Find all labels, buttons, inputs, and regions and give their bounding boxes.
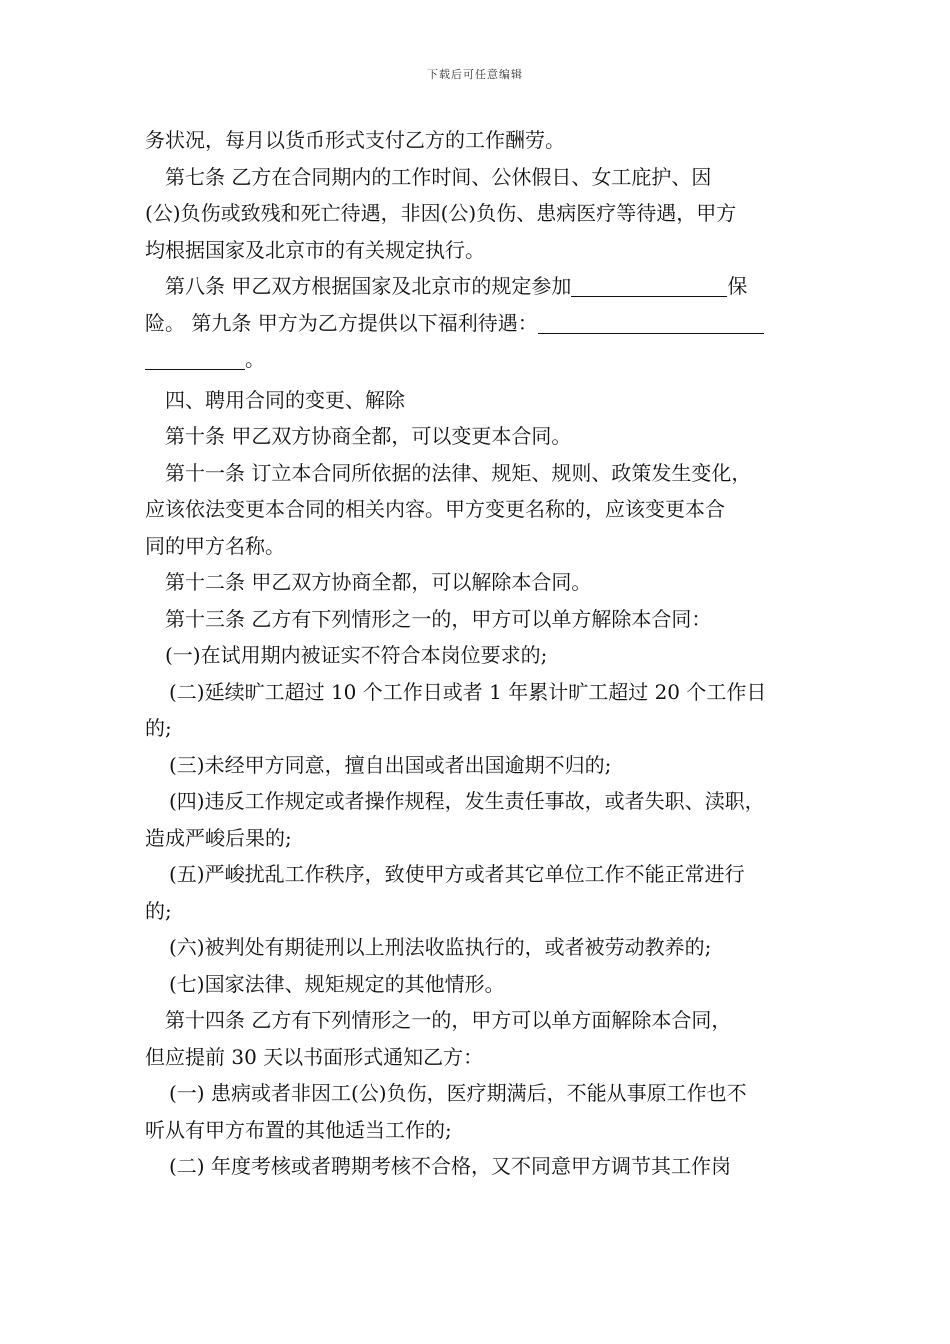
paragraph-line: (公)负伤或致残和死亡待遇，非因(公)负伤、患病医疗等待遇，甲方 <box>145 201 737 225</box>
paragraph-line: 均根据国家及北京市的有关规定执行。 <box>145 237 485 262</box>
paragraph-line: 的; <box>145 716 172 740</box>
article-8-suffix: 保 <box>727 274 748 298</box>
article-8-line <box>145 268 810 305</box>
paragraph-line: 应该依法变更本合同的相关内容。甲方变更名称的，应该变更本合 <box>145 497 725 521</box>
list-item: (六)被判处有期徒刑以上刑法收监执行的，或者被劳动教养的; <box>169 935 712 959</box>
period-mark: 。 <box>245 347 265 371</box>
list-item: (五)严峻扰乱工作秩序，致使甲方或者其它单位工作不能正常进行 <box>169 862 745 886</box>
list-item: (二)延续旷工超过 10 个工作日或者 1 年累计旷工超过 20 个工作日 <box>169 679 767 704</box>
list-item: (三)未经甲方同意，擅自出国或者出国逾期不归的; <box>169 752 612 777</box>
list-item: (四)违反工作规定或者操作规程，发生责任事故，或者失职、渎职， <box>169 789 765 813</box>
article-11-line: 第十一条 订立本合同所依据的法律、规矩、规则、政策发生变化， <box>165 460 752 485</box>
article-9-text: 险。 第九条 甲方为乙方提供以下福利待遇： <box>145 310 538 335</box>
article-13-line: 第十三条 乙方有下列情形之一的，甲方可以单方解除本合同： <box>165 606 712 631</box>
article-9-line <box>145 305 810 342</box>
paragraph-line: 听从有甲方布置的其他适当工作的; <box>145 1117 452 1142</box>
list-item: (二) 年度考核或者聘期考核不合格，又不同意甲方调节其工作岗 <box>169 1154 731 1178</box>
article-14-line: 第十四条 乙方有下列情形之一的，甲方可以单方面解除本合同， <box>165 1008 732 1032</box>
list-item: (一)在试用期内被证实不符合本岗位要求的; <box>165 643 548 667</box>
paragraph-line: 但应提前 30 天以书面形式通知乙方： <box>145 1044 484 1069</box>
paragraph-line: 造成严峻后果的; <box>145 825 292 850</box>
welfare-continuation-line <box>145 341 810 378</box>
page-header: 下载后可任意编辑 <box>427 68 523 81</box>
article-10-line: 第十条 甲乙双方协商全都，可以变更本合同。 <box>165 424 572 448</box>
list-item: (七)国家法律、规矩规定的其他情形。 <box>169 971 505 996</box>
article-12-line: 第十二条 甲乙双方协商全都，可以解除本合同。 <box>165 570 592 594</box>
document-body <box>145 122 810 1185</box>
insurance-blank <box>571 274 727 297</box>
list-item: (一) 患病或者非因工(公)负伤，医疗期满后，不能从事原工作也不 <box>169 1081 747 1105</box>
section-heading: 四、聘用合同的变更、解除 <box>165 387 405 412</box>
paragraph-line: 同的甲方名称。 <box>145 533 285 558</box>
paragraph-line: 的; <box>145 898 172 923</box>
welfare-blank <box>538 311 764 334</box>
paragraph-line: 务状况，每月以货币形式支付乙方的工作酬劳。 <box>145 128 565 152</box>
article-7-line: 第七条 乙方在合同期内的工作时间、公休假日、女工庇护、因 <box>165 164 712 189</box>
article-8-text: 第八条 甲乙双方根据国家及北京市的规定参加 <box>165 274 572 298</box>
welfare-blank-continued <box>145 347 245 370</box>
